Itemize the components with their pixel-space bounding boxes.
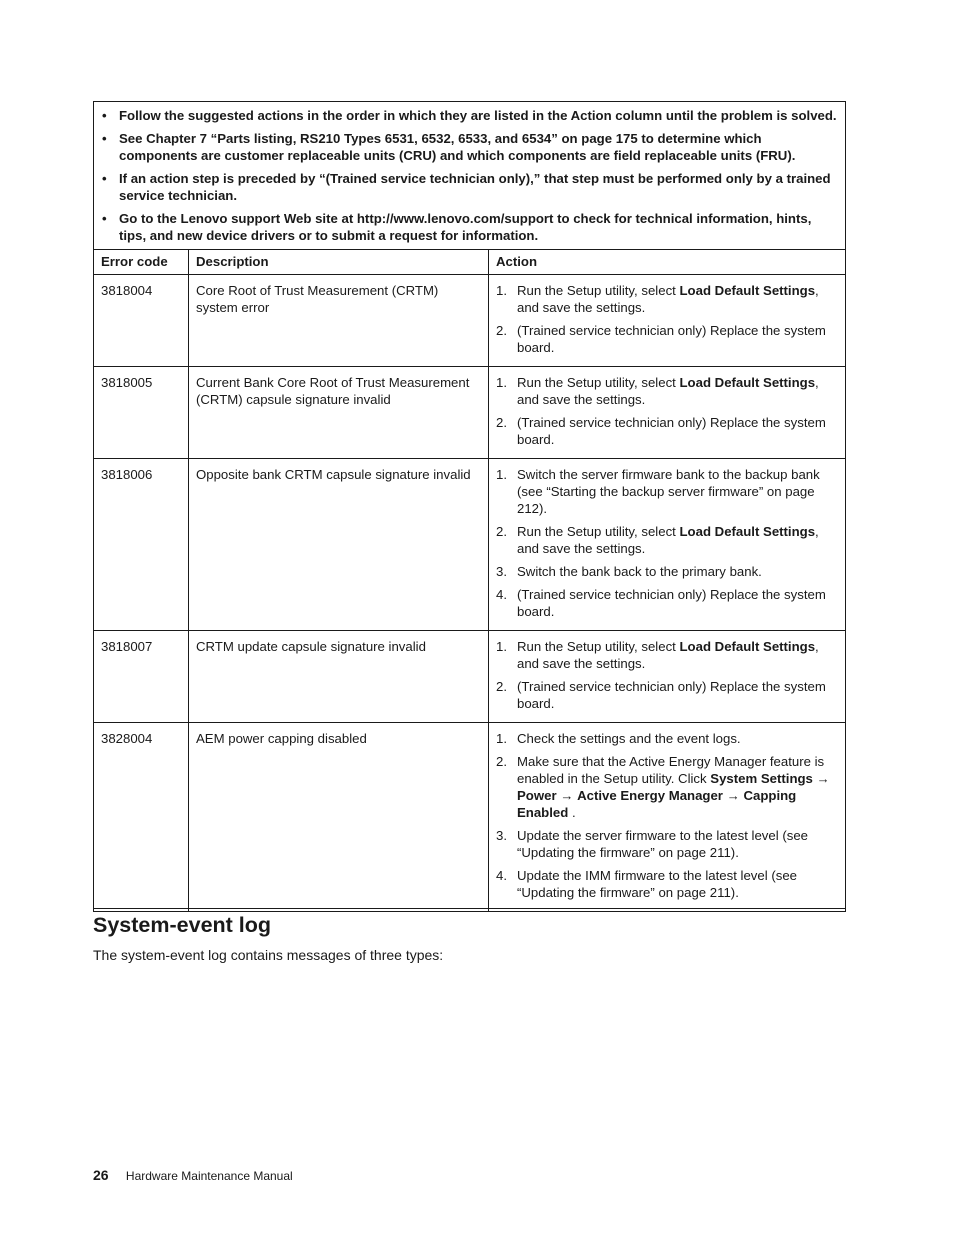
- bullet-icon: •: [102, 171, 107, 186]
- step-text-bold: Active Energy Manager: [577, 788, 723, 803]
- step-text-segment: →: [812, 771, 830, 786]
- action-step: [496, 322, 838, 356]
- page-footer: [93, 1166, 293, 1185]
- step-text-segment: Run the Setup utility, select: [517, 283, 680, 298]
- error-code-cell: 3818007: [94, 631, 189, 723]
- action-step: [496, 867, 838, 901]
- notes-row: [94, 102, 846, 250]
- action-step: [496, 730, 838, 747]
- step-text-segment: Run the Setup utility, select: [517, 639, 680, 654]
- step-text-segment: →: [556, 788, 578, 803]
- note-text: Go to the Lenovo support Web site at http://www.lenovo.com/support to check for technical information, hints, tips, and new device drivers or to submit a request for information.: [119, 211, 812, 243]
- action-list: [496, 374, 838, 448]
- action-step: [496, 563, 838, 580]
- step-text-segment: (Trained service technician only) Replace the system board.: [517, 587, 826, 619]
- step-number: 1.: [496, 283, 507, 298]
- step-text-bold: System Settings: [710, 771, 813, 786]
- action-step: [496, 753, 838, 821]
- header-error-code: Error code: [94, 250, 189, 275]
- step-number: 2.: [496, 323, 507, 338]
- header-row: [94, 250, 846, 275]
- step-text-bold: Load Default Settings: [679, 375, 816, 390]
- description-cell: Core Root of Trust Measurement (CRTM) system error: [189, 275, 489, 367]
- step-text-segment: , and save the settings.: [517, 283, 819, 315]
- step-text-segment: .: [568, 805, 576, 820]
- action-list: [496, 730, 838, 901]
- step-text-segment: Make sure that the Active Energy Manager feature is enabled in the Setup utility. Click: [517, 754, 825, 786]
- step-text-segment: Check the settings and the event logs.: [517, 731, 741, 746]
- step-number: 3.: [496, 828, 507, 843]
- step-text: [517, 524, 819, 556]
- action-cell: [489, 275, 846, 367]
- note-item: [102, 130, 837, 164]
- step-text-segment: Switch the server firmware bank to the backup bank (see “Starting the backup server firmware” on page 212).: [517, 467, 820, 516]
- note-item: [102, 210, 837, 244]
- step-text: [517, 283, 819, 315]
- step-number: 1.: [496, 731, 507, 746]
- action-list: [496, 638, 838, 712]
- bullet-icon: •: [102, 108, 107, 123]
- error-code-cell: 3828004: [94, 723, 189, 912]
- header-description: Description: [189, 250, 489, 275]
- description-cell: Opposite bank CRTM capsule signature invalid: [189, 459, 489, 631]
- step-text-segment: Run the Setup utility, select: [517, 524, 680, 539]
- note-text: If an action step is preceded by “(Trained service technician only),” that step must be performed only by a trained service technician.: [119, 171, 831, 203]
- bullet-icon: •: [102, 131, 107, 146]
- step-number: 2.: [496, 415, 507, 430]
- step-text: [517, 375, 819, 407]
- note-item: [102, 170, 837, 204]
- action-cell: [489, 367, 846, 459]
- table-row: [94, 367, 846, 459]
- action-step: [496, 414, 838, 448]
- action-step: [496, 638, 838, 672]
- step-text: [517, 564, 762, 579]
- step-text-bold: Load Default Settings: [679, 639, 816, 654]
- step-text-segment: (Trained service technician only) Replace the system board.: [517, 679, 826, 711]
- step-text-segment: (Trained service technician only) Replace the system board.: [517, 415, 826, 447]
- action-step: [496, 374, 838, 408]
- section-divider: [93, 908, 845, 909]
- step-text: [517, 754, 830, 820]
- step-text-segment: Update the server firmware to the latest level (see “Updating the firmware” on page 211).: [517, 828, 808, 860]
- step-text-bold: Load Default Settings: [679, 524, 816, 539]
- step-text: [517, 868, 797, 900]
- action-cell: [489, 723, 846, 912]
- header-action: Action: [489, 250, 846, 275]
- step-text-segment: (Trained service technician only) Replace the system board.: [517, 323, 826, 355]
- action-step: [496, 466, 838, 517]
- step-text: [517, 415, 826, 447]
- note-item: [102, 107, 837, 124]
- action-step: [496, 678, 838, 712]
- action-step: [496, 827, 838, 861]
- error-code-table: [93, 101, 846, 912]
- step-text-segment: , and save the settings.: [517, 375, 819, 407]
- step-number: 2.: [496, 679, 507, 694]
- action-list: [496, 282, 838, 356]
- step-text: [517, 639, 819, 671]
- notes-cell: [94, 102, 846, 250]
- description-cell: CRTM update capsule signature invalid: [189, 631, 489, 723]
- step-text-segment: , and save the settings.: [517, 639, 819, 671]
- step-text-bold: Load Default Settings: [679, 283, 816, 298]
- step-number: 4.: [496, 868, 507, 883]
- table-row: [94, 631, 846, 723]
- step-number: 2.: [496, 524, 507, 539]
- step-text: [517, 679, 826, 711]
- step-text-segment: , and save the settings.: [517, 524, 819, 556]
- error-code-cell: 3818005: [94, 367, 189, 459]
- note-text: Follow the suggested actions in the order in which they are listed in the Action column until the problem is solved.: [119, 108, 837, 123]
- description-cell: Current Bank Core Root of Trust Measurement (CRTM) capsule signature invalid: [189, 367, 489, 459]
- manual-title: Hardware Maintenance Manual: [125, 1169, 293, 1183]
- notes-list: [102, 107, 837, 244]
- step-number: 2.: [496, 754, 507, 769]
- description-cell: AEM power capping disabled: [189, 723, 489, 912]
- action-cell: [489, 459, 846, 631]
- step-text-segment: →: [722, 788, 744, 803]
- note-text: See Chapter 7 “Parts listing, RS210 Types 6531, 6532, 6533, and 6534” on page 175 to determine which components are customer replaceable units (CRU) and which components are field replaceable units (FRU).: [119, 131, 796, 163]
- table-body: [94, 102, 846, 912]
- step-number: 1.: [496, 467, 507, 482]
- table-row: [94, 459, 846, 631]
- step-text-bold: Power: [517, 788, 557, 803]
- step-text: [517, 828, 808, 860]
- step-text: [517, 467, 820, 516]
- step-text-bold: Capping Enabled: [517, 788, 797, 820]
- bullet-icon: •: [102, 211, 107, 226]
- step-text-segment: Run the Setup utility, select: [517, 375, 680, 390]
- step-text: [517, 731, 741, 746]
- action-cell: [489, 631, 846, 723]
- table-row: [94, 723, 846, 912]
- action-list: [496, 466, 838, 620]
- section-heading: System-event log: [93, 913, 272, 937]
- action-step: [496, 586, 838, 620]
- step-number: 4.: [496, 587, 507, 602]
- error-code-cell: 3818004: [94, 275, 189, 367]
- step-text: [517, 323, 826, 355]
- action-step: [496, 282, 838, 316]
- section-intro: The system-event log contains messages of three types:: [93, 947, 444, 963]
- step-text: [517, 587, 826, 619]
- action-step: [496, 523, 838, 557]
- step-text-segment: Switch the bank back to the primary bank.: [517, 564, 762, 579]
- step-text-segment: Update the IMM firmware to the latest level (see “Updating the firmware” on page 211).: [517, 868, 797, 900]
- step-number: 1.: [496, 375, 507, 390]
- table-row: [94, 275, 846, 367]
- page-number: 26: [93, 1167, 109, 1183]
- step-number: 1.: [496, 639, 507, 654]
- error-code-cell: 3818006: [94, 459, 189, 631]
- step-number: 3.: [496, 564, 507, 579]
